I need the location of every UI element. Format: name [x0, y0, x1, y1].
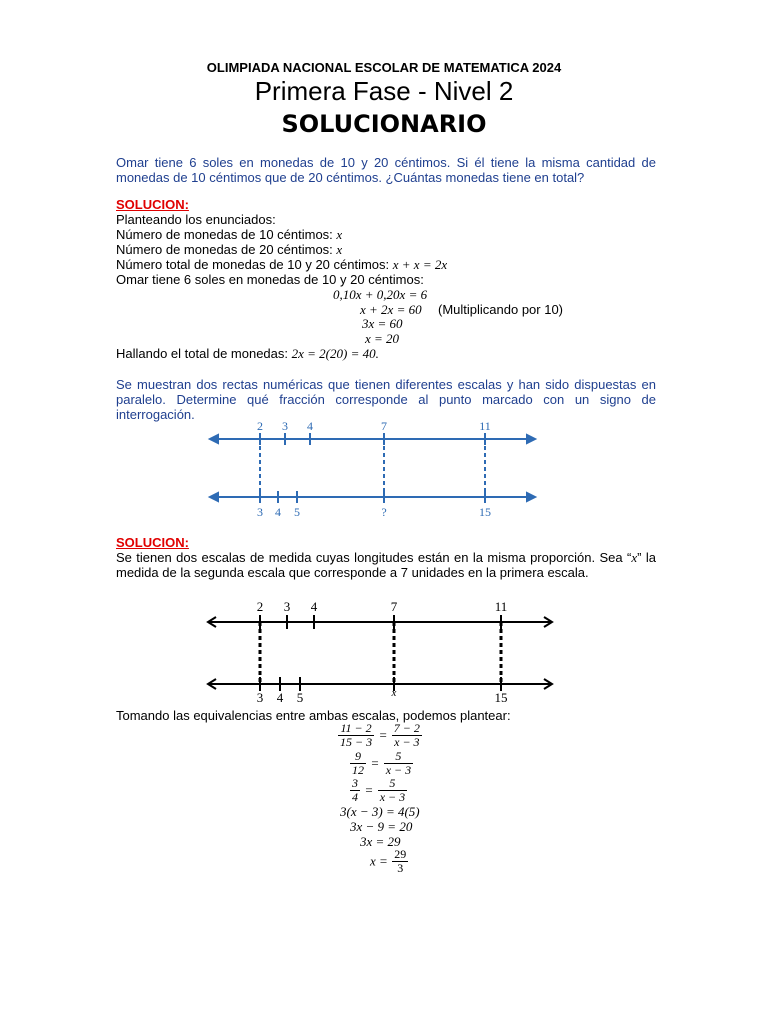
step-equation-3: 3x = 29	[360, 834, 401, 849]
step-equation-2: 3x − 9 = 20	[350, 819, 413, 834]
problem1-equation-2: x + 2x = 60	[360, 302, 422, 317]
step-equation-1: 3(x − 3) = 4(5)	[340, 804, 420, 819]
final-answer: x = $\frac{29}{3}$	[370, 847, 407, 875]
number-lines-figure-1	[200, 415, 545, 520]
problem1-line-2: Número de monedas de 20 céntimos: x	[116, 242, 343, 257]
olympiad-title: OLIMPIADA NACIONAL ESCOLAR DE MATEMATICA 2024	[206, 60, 562, 75]
top-tick-label: 11	[494, 599, 508, 614]
bottom-tick-label: 5	[294, 505, 300, 519]
bottom-line-right-arrow	[527, 493, 535, 501]
top-tick-label: 7	[381, 419, 387, 433]
problem1-line-0: Planteando los enunciados:	[116, 212, 276, 227]
fraction-equation-1: $\frac{11 - 2}{15 - 3}$ = $\frac{7 - 2}{x - 3}$	[340, 721, 420, 749]
top-line-right-arrow	[527, 435, 535, 443]
top-line-left-arrow	[210, 435, 218, 443]
bottom-tick-label: 15	[494, 690, 508, 705]
problem1-equation-4: x = 20	[365, 331, 400, 346]
x-variable-label: x	[391, 687, 397, 699]
top-tick-label: 7	[390, 599, 398, 614]
bottom-tick-label: 3	[256, 690, 264, 705]
problem1-equation-note: (Multiplicando por 10)	[438, 302, 564, 317]
equivalence-text: Tomando las equivalencias entre ambas escalas, podemos plantear:	[116, 708, 511, 723]
problem2-solution-label: SOLUCION:	[116, 535, 189, 550]
top-tick-label: 2	[257, 419, 263, 433]
problem1-equation-3: 3x = 60	[362, 316, 403, 331]
fraction-equation-2: $\frac{9}{12}$ = $\frac{5}{x - 3}$	[352, 749, 412, 777]
problem1-statement: Omar tiene 6 soles en monedas de 10 y 20 céntimos. Si él tiene la misma cantidad de monedas de 10 céntimos que de 20 céntimos. ¿Cuántas monedas tiene en total?	[116, 155, 656, 185]
top-tick-label: 4	[310, 599, 318, 614]
bottom-tick-label: 3	[257, 505, 263, 519]
number-lines-figure-2	[200, 595, 560, 705]
problem1-conclusion: Hallando el total de monedas: 2x = 2(20) = 40.	[116, 346, 379, 361]
top-tick-label: 3	[282, 419, 288, 433]
top-tick-label: 4	[307, 419, 313, 433]
problem1-line-4: Omar tiene 6 soles en monedas de 10 y 20 céntimos:	[116, 272, 424, 287]
problem1-equation-1: 0,10x + 0,20x = 6	[333, 287, 428, 302]
problem2-solution-text: Se tienen dos escalas de medida cuyas longitudes están en la misma proporción. Sea “x” la medida de la segunda escala que corresponde a 7 unidades en la primera escala.	[116, 550, 656, 580]
problem1-line-1: Número de monedas de 10 céntimos: x	[116, 227, 343, 242]
problem2-statement: Se muestran dos rectas numéricas que tienen diferentes escalas y han sido dispuestas en paralelo. Determine qué fracción corresponde al punto marcado con un signo de interrogación.	[116, 377, 656, 422]
problem1-solution-label: SOLUCION:	[116, 197, 189, 212]
bottom-tick-label: 5	[296, 690, 304, 705]
bottom-line-left-arrow	[210, 493, 218, 501]
top-tick-label: 11	[479, 419, 491, 433]
solucionario-title: SOLUCIONARIO	[281, 110, 487, 138]
problem1-line-3: Número total de monedas de 10 y 20 céntimos: x + x = 2x	[116, 257, 448, 272]
top-tick-label: 3	[283, 599, 291, 614]
top-tick-label: 2	[256, 599, 264, 614]
fraction-equation-3: $\frac{3}{4}$ = $\frac{5}{x - 3}$	[352, 776, 406, 804]
bottom-tick-label: 4	[276, 690, 284, 705]
phase-level-title: Primera Fase - Nivel 2	[254, 76, 514, 106]
question-mark-label: ?	[381, 505, 387, 519]
bottom-tick-label: 15	[479, 505, 491, 519]
bottom-tick-label: 4	[275, 505, 281, 519]
